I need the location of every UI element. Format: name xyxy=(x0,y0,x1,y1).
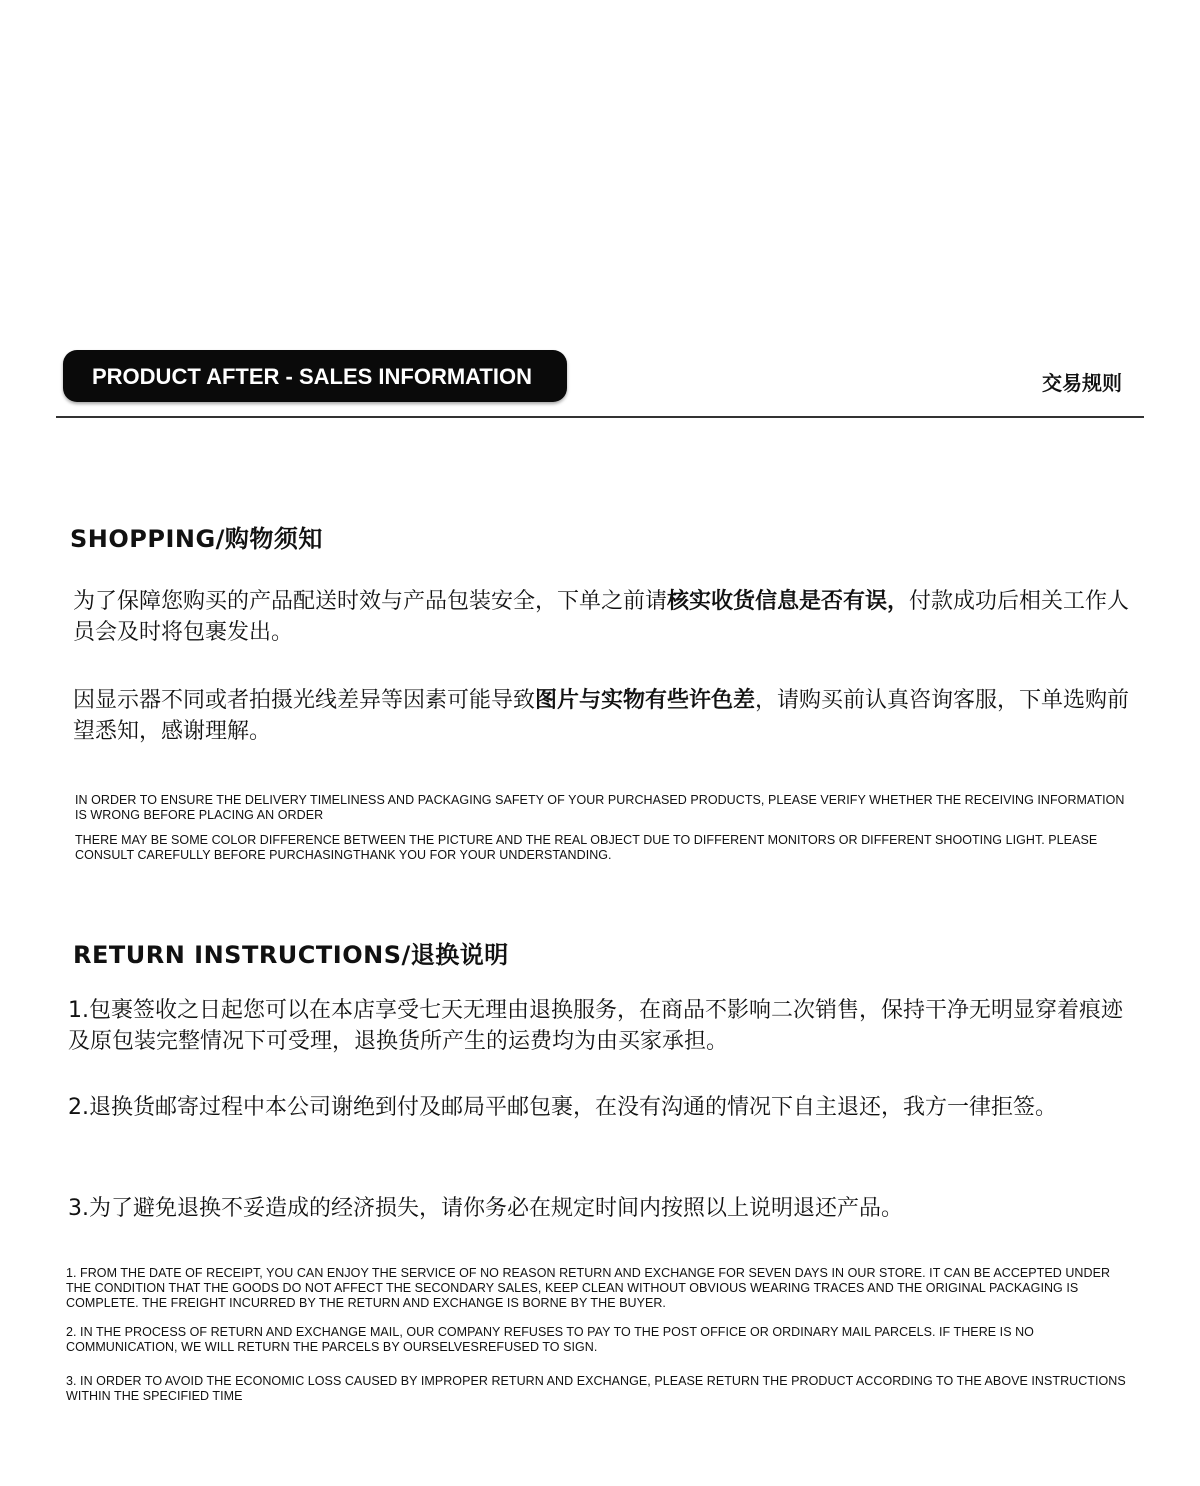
returns-english-1: 1. FROM THE DATE OF RECEIPT, YOU CAN ENJOY THE SERVICE OF NO REASON RETURN AND EXCHANGE FOR SEVEN DAYS IN OUR STORE. IT CAN BE ACCEPTED UNDER THE CONDITION THAT THE GOODS DO NOT AFFECT THE SECONDARY SALES, KEEP CLEAN WITHOUT OBVIOUS WEARING TRACES AND THE ORIGINAL PACKAGING IS COMPLETE. THE FREIGHT INCURRED BY THE RETURN AND EXCHANGE IS BORNE BY THE BUYER. xyxy=(66,1266,1111,1310)
returns-paragraph-2: 2.退换货邮寄过程中本公司谢绝到付及邮局平邮包裹，在没有沟通的情况下自主退还，我方一律拒签。 xyxy=(68,1095,1057,1120)
returns-paragraph-1: 1.包裹签收之日起您可以在本店享受七天无理由退换服务，在商品不影响二次销售，保持干净无明显穿着痕迹及原包装完整情况下可受理，退换货所产生的运费均为由买家承担。 xyxy=(68,998,1123,1054)
shopping-p2-text: 因显示器不同或者拍摄光线差异等因素可能导致 xyxy=(73,688,536,713)
shopping-paragraph-1 xyxy=(73,586,1135,648)
returns-english-2: 2. IN THE PROCESS OF RETURN AND EXCHANGE MAIL, OUR COMPANY REFUSES TO PAY TO THE POST OFFICE OR ORDINARY MAIL PARCELS. IF THERE IS NO COMMUNICATION, WE WILL RETURN THE PARCELS BY OURSELVESREFUSED TO SIGN. xyxy=(66,1325,1034,1354)
shopping-english-1: IN ORDER TO ENSURE THE DELIVERY TIMELINESS AND PACKAGING SAFETY OF YOUR PURCHASED PRODUCTS, PLEASE VERIFY WHETHER THE RECEIVING INFORMATION IS WRONG BEFORE PLACING AN ORDER xyxy=(75,793,1125,822)
shopping-english-2: THERE MAY BE SOME COLOR DIFFERENCE BETWEEN THE PICTURE AND THE REAL OBJECT DUE TO DIFFERENT MONITORS OR DIFFERENT SHOOTING LIGHT. PLEASE CONSULT CAREFULLY BEFORE PURCHASINGTHANK YOU FOR YOUR UNDERSTANDING. xyxy=(75,833,1098,862)
header-divider xyxy=(56,416,1144,418)
shopping-paragraph-2 xyxy=(73,685,1135,747)
returns-english-3: 3. IN ORDER TO AVOID THE ECONOMIC LOSS CAUSED BY IMPROPER RETURN AND EXCHANGE, PLEASE RETURN THE PRODUCT ACCORDING TO THE ABOVE INSTRUCTIONS WITHIN THE SPECIFIED TIME xyxy=(66,1374,1126,1403)
shopping-section-title: SHOPPING/购物须知 xyxy=(70,525,323,553)
shopping-p1-text-end: 付款成功后相关工作人员会及时将包裹发出。 xyxy=(73,589,1130,645)
shopping-p1-text: 为了保障您购买的产品配送时效与产品包装安全，下单之前请 xyxy=(73,589,668,614)
returns-paragraph-3: 3.为了避免退换不妥造成的经济损失，请你务必在规定时间内按照以上说明退还产品。 xyxy=(68,1196,903,1221)
shopping-p2-emphasis: 图片与实物有些许色差 xyxy=(535,688,756,713)
header-badge-label: PRODUCT AFTER - SALES INFORMATION xyxy=(92,364,532,389)
shopping-p1-emphasis: 核实收货信息是否有误， xyxy=(667,589,910,614)
trade-rules-label: 交易规则 xyxy=(1042,371,1122,395)
shopping-p2-text-end: ，请购买前认真咨询客服，下单选购前望悉知，感谢理解。 xyxy=(73,688,1130,744)
returns-section-title: RETURN INSTRUCTIONS/退换说明 xyxy=(73,941,509,969)
